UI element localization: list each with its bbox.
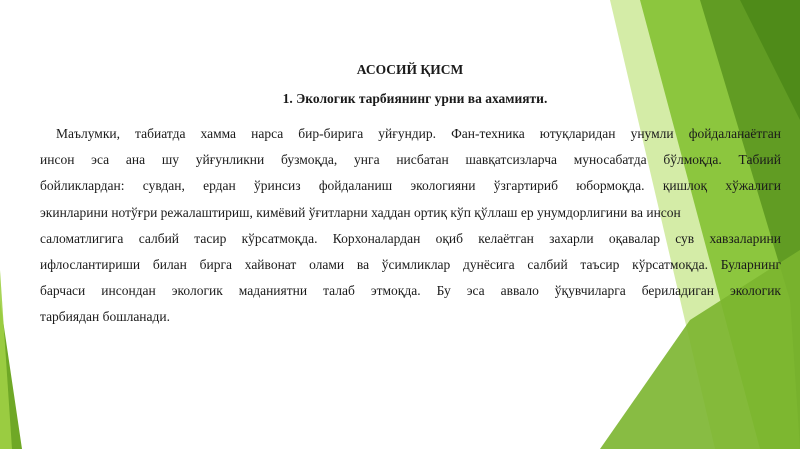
slide-heading: АСОСИЙ ҚИСМ: [356, 62, 464, 77]
body-line: ифлослантириши билан бирга хайвонат олами ва ўсимликлар дунёсига салбий таъсир кўрсатмоқда. Буларнинг: [40, 257, 781, 273]
body-line: бойликлардан: сувдан, ердан ўринсиз фойдаланиш экологияни ўзгартириб юбормоқда. қишлоқ хўжалиги: [40, 178, 781, 194]
body-line: Маълумки, табиатда хамма нарса бир-бирига уйғундир. Фан-техника ютуқларидан унумли фойдаланаётган: [56, 126, 781, 141]
body-line: экинларини нотўғри режалаштириш, кимёвий ўғитларни хаддан ортиқ кўп қўллаш ер унумдорлигини ва инсон: [40, 204, 681, 220]
body-line: саломатлигига салбий тасир кўрсатмоқда. Корхоналардан оқиб келаётган захарли оқавалар сув хавзаларини: [40, 230, 781, 246]
body-line: барчаси инсондан экологик маданиятни талаб этмоқда. Бу эса аввало ўқувчиларга бериладиган экологик: [40, 283, 781, 299]
body-line: тарбиядан бошланади.: [40, 309, 170, 325]
body-paragraph: [40, 121, 781, 331]
slide-subheading: 1. Экологик тарбиянинг урни ва ахамияти.: [282, 91, 548, 106]
body-line: инсон эса ана шу уйғунликни бузмоқда, унга нисбатан шавқатсизларча муносабатда бўлмоқда. Табиий: [40, 152, 781, 168]
